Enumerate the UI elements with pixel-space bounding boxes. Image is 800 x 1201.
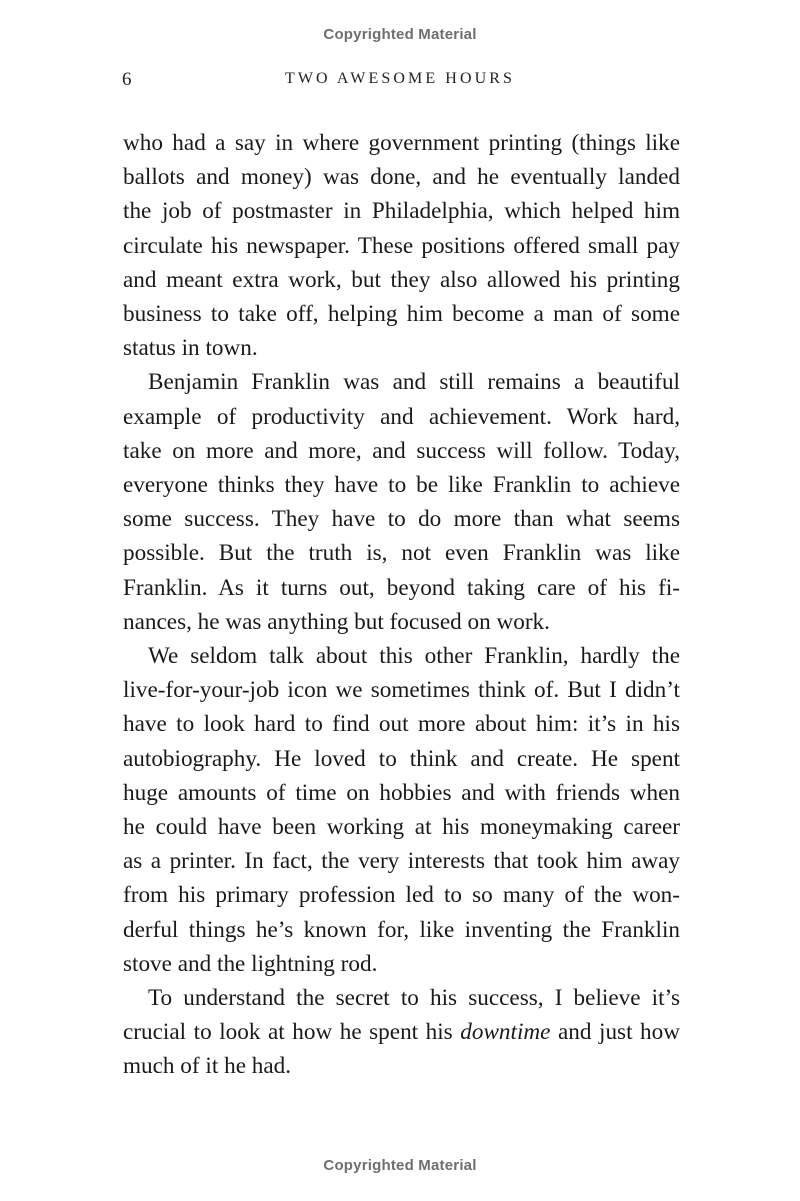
text-line-with-emphasis xyxy=(123,1015,680,1049)
text-line: We seldom talk about this other Franklin, hardly the xyxy=(148,643,680,670)
text-line: the job of postmaster in Philadelphia, which helped him xyxy=(123,198,680,225)
paragraph-4 xyxy=(123,981,680,1084)
text-line: Franklin. As it turns out, beyond taking care of his fi- xyxy=(123,574,680,601)
text-run: crucial to look at how he spent his xyxy=(123,1019,461,1046)
text-line: autobiography. He loved to think and create. He spent xyxy=(123,745,680,772)
text-line: much of it he had. xyxy=(123,1053,292,1080)
text-line: possible. But the truth is, not even Franklin was like xyxy=(123,540,680,567)
text-line: circulate his newspaper. These positions offered small pay xyxy=(123,232,680,259)
copyright-watermark-bottom: Copyrighted Material xyxy=(323,1157,477,1174)
text-line: example of productivity and achievement. Work hard, xyxy=(123,403,680,430)
text-line: everyone thinks they have to be like Franklin to achieve xyxy=(123,472,680,499)
text-line: who had a say in where government printing (things like xyxy=(123,130,680,156)
text-line: derful things he’s known for, like inventing the Franklin xyxy=(123,916,680,943)
paragraph-2 xyxy=(123,365,680,639)
text-line: as a printer. In fact, the very interests that took him away xyxy=(123,848,680,875)
text-line: he could have been working at his moneymaking career xyxy=(123,814,680,841)
running-head-title: TWO AWESOME HOURS xyxy=(284,70,516,87)
paragraph-1 xyxy=(123,126,680,365)
text-line: stove and the lightning rod. xyxy=(123,950,378,977)
page-number: 6 xyxy=(122,69,132,90)
text-line: ballots and money) was done, and he eventually landed xyxy=(123,164,680,191)
text-line: have to look hard to find out more about him: it’s in his xyxy=(123,711,680,738)
text-line: live-for-your-job icon we sometimes think of. But I didn’t xyxy=(123,677,680,704)
text-line: huge amounts of time on hobbies and with friends when xyxy=(123,779,680,806)
text-line: nances, he was anything but focused on work. xyxy=(123,608,550,635)
text-run: and just how xyxy=(550,1019,680,1046)
text-line: and meant extra work, but they also allowed his printing xyxy=(123,266,680,293)
copyright-watermark-top: Copyrighted Material xyxy=(323,26,477,43)
paragraph-3 xyxy=(123,639,680,981)
text-line: Benjamin Franklin was and still remains a beautiful xyxy=(148,369,680,396)
text-line: business to take off, helping him become a man of some xyxy=(123,301,680,328)
text-line: take on more and more, and success will follow. Today, xyxy=(123,437,680,464)
text-line: To understand the secret to his success, I believe it’s xyxy=(148,985,680,1012)
emphasized-word: downtime xyxy=(460,1019,551,1046)
body-text xyxy=(123,126,680,1084)
text-line: status in town. xyxy=(123,335,258,362)
text-line: some success. They have to do more than what seems xyxy=(123,506,680,533)
text-line: from his primary profession led to so many of the won- xyxy=(123,882,680,909)
